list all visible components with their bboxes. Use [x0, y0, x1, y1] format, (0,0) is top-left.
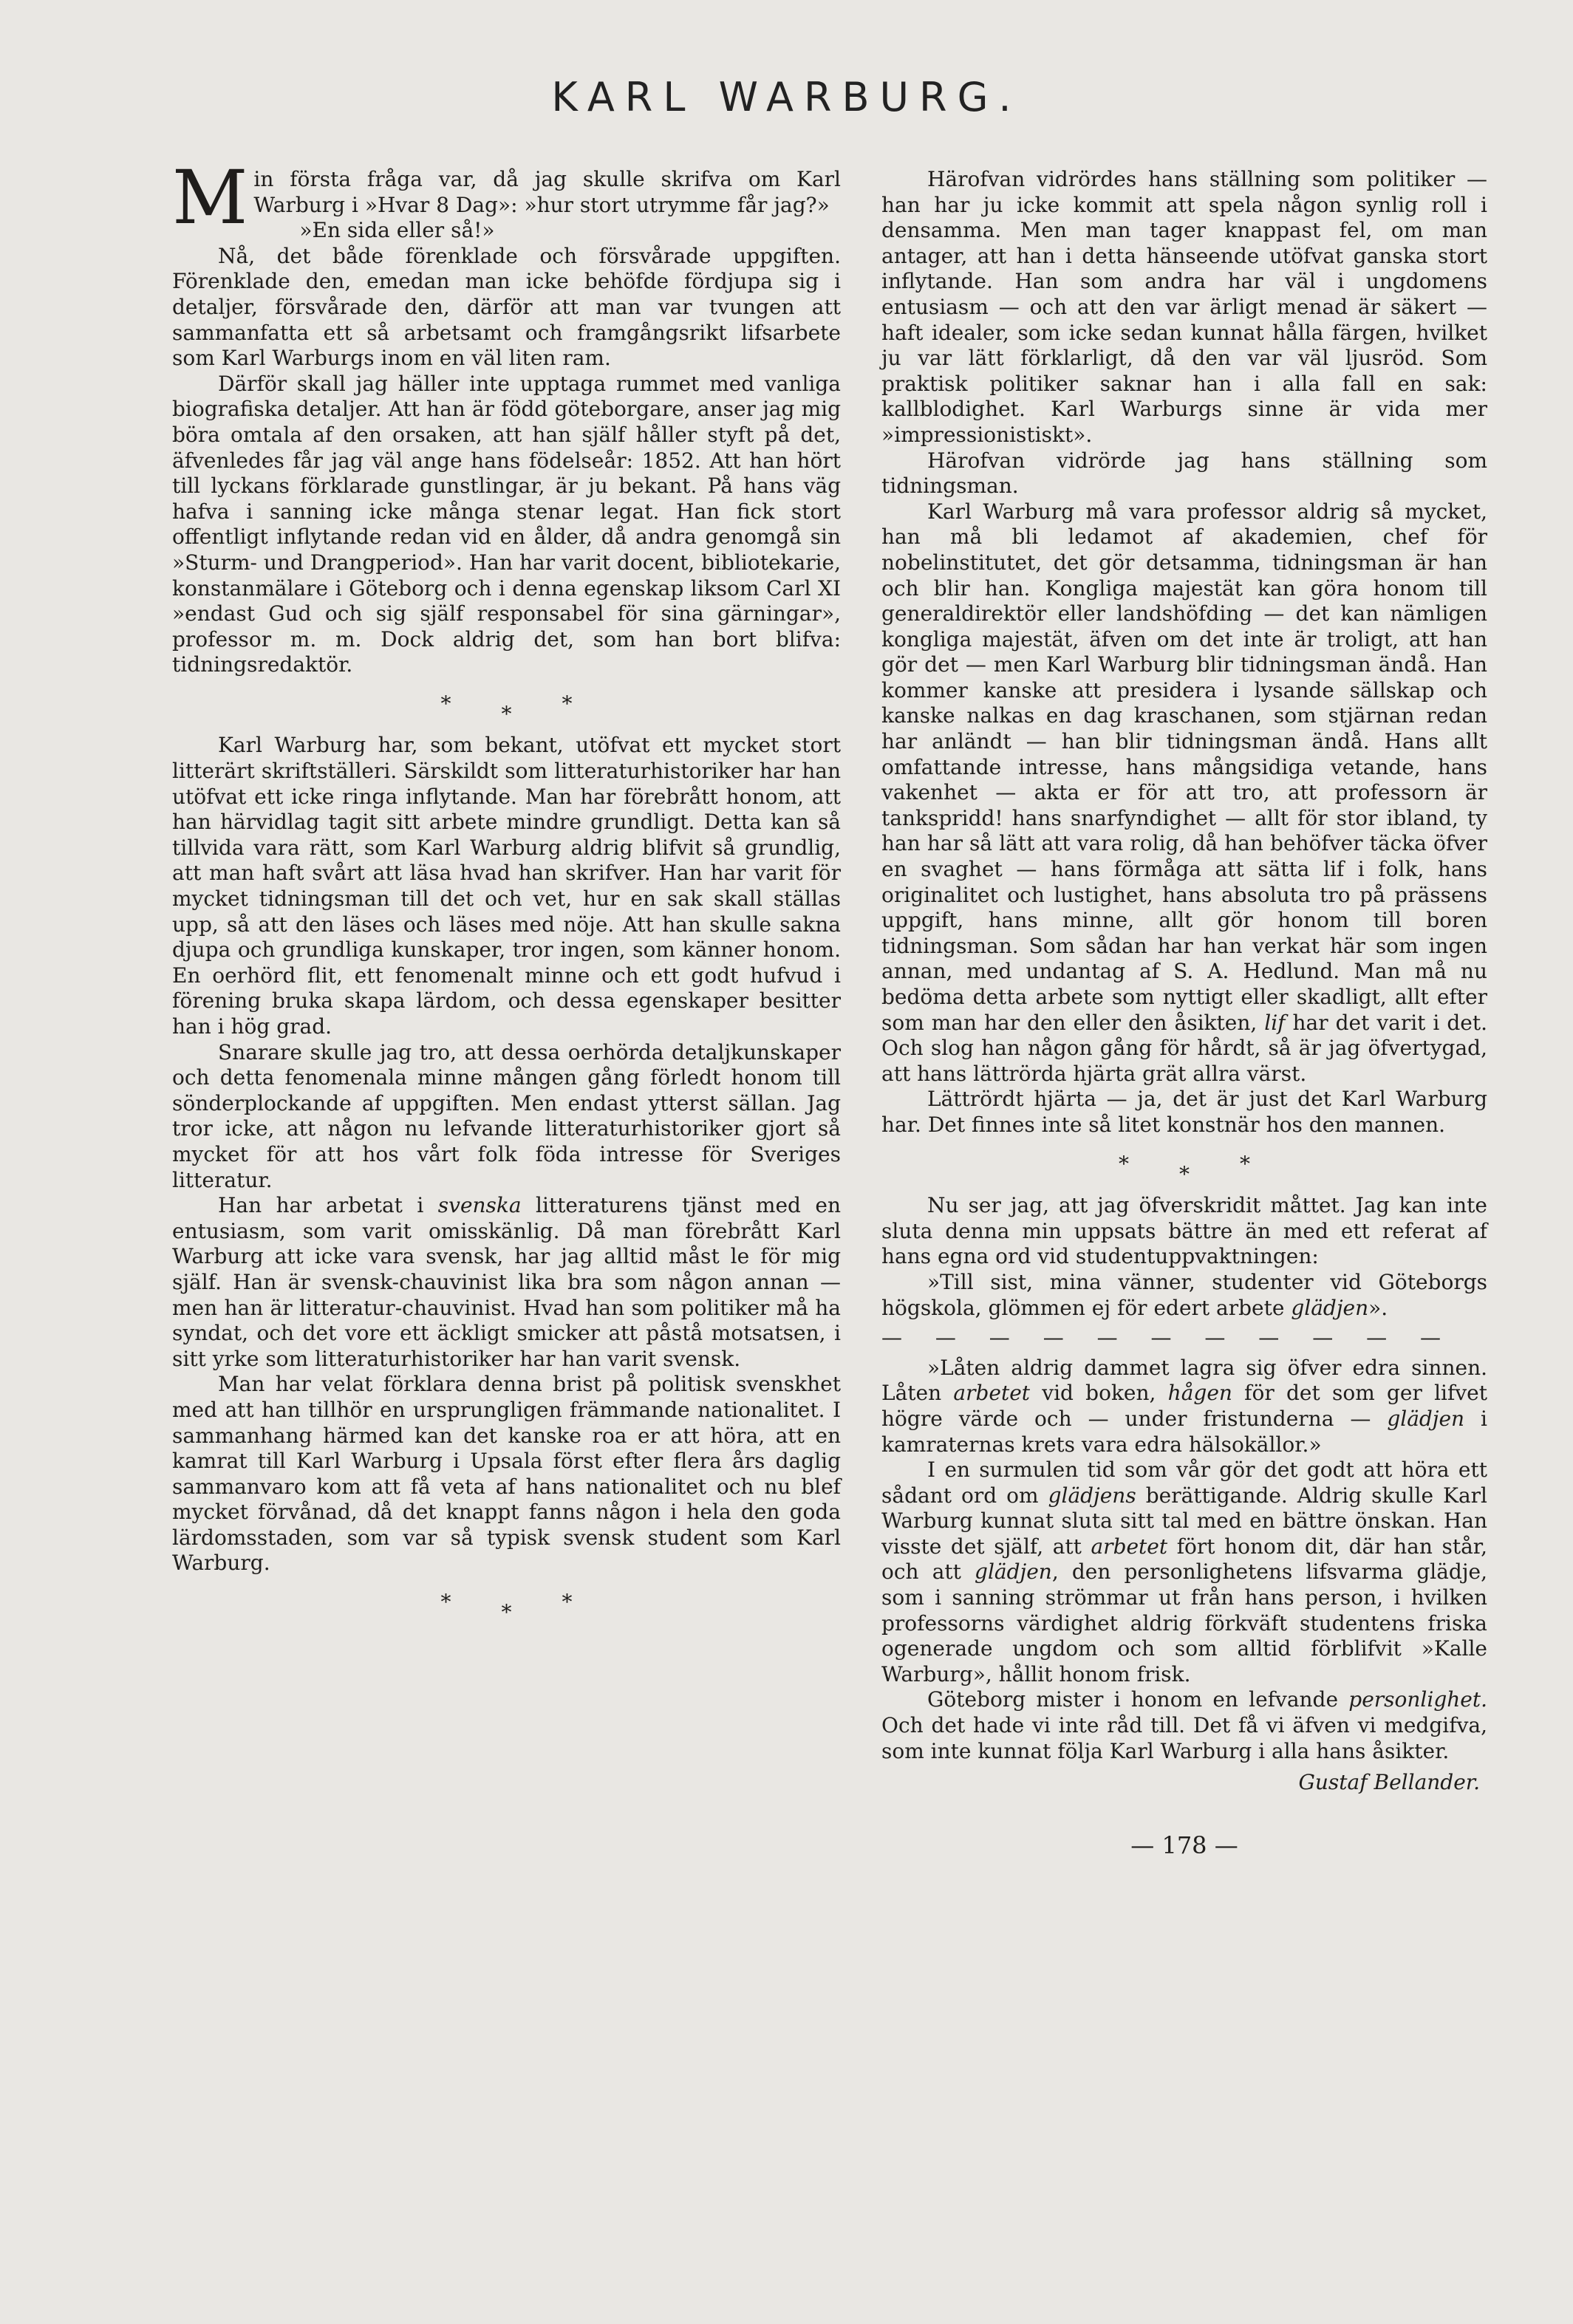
text: Göteborg mister i honom en lefvande [927, 1687, 1349, 1712]
paragraph-text: in första fråga var, då jag skulle skrifva om Karl Warburg i »Hvar 8 Dag»: »hur stort utrymme får jag?» [253, 167, 841, 217]
paragraph: Härofvan vidrördes hans ställning som politiker — han har ju icke kommit att spela någon synlig roll i densamma. Men man tager knappast fel, om man antager, att han i detta hänseende utöfvat ganska stort inflytande. Han som andra har väl i ungdomens entusiasm — och att den var ärligt menad är säkert — haft idealer, som icke sedan kunnat hålla färgen, hvilket ju var lätt förklarligt, då den var väl ljusröd. Som praktisk politiker saknar han i alla fall en sak: kallblodighet. Karl Warburgs sinne är vida mer »impressionistiskt». [881, 167, 1487, 447]
text: litteraturens tjänst med en entusiasm, som varit omisskänlig. Då man förebrått Karl Warburg att icke vara svensk, har jag alltid måst le för mig själf. Han är svensk-chauvinist lika bra som någon annan — men han är litteratur-chauvinist. Hvad han som politiker må ha syndat, och det vore ett äckligt smicker att påstå motsatsen, i sitt yrke som litteraturhistoriker har han varit svensk. [172, 1193, 841, 1371]
asterisk: * [1119, 1151, 1129, 1176]
emphasis: arbetet [1091, 1534, 1168, 1559]
asterisk: * [440, 1590, 451, 1615]
right-column [881, 167, 1487, 1858]
text: ». [1368, 1295, 1388, 1320]
asterisk: * [501, 1600, 512, 1625]
text: Och det hade vi inte råd till. Det få vi äfven vi medgifva, som inte kunnat följa Karl Warburg i alla hans åsikter. [881, 1713, 1487, 1763]
drop-cap: M [172, 154, 248, 241]
author-signature: Gustaf Bellander. [1298, 1770, 1480, 1795]
asterisk: * [1240, 1151, 1250, 1176]
left-column [172, 154, 841, 1632]
text: »Låten aldrig dammet lagra sig öfver edra sinnen. Låten [881, 1355, 1487, 1406]
paragraph: Nå, det både förenklade och försvårade uppgiften. Förenklade den, emedan man icke behöfde fördjupa sig i detaljer, försvårade den, därför att man var tvungen att sammanfatta ett så arbetsamt och framgångsrikt lifsarbete som Karl Warburgs inom en väl liten ram. [172, 243, 841, 371]
asterisk: * [440, 691, 451, 716]
paragraph [881, 1687, 1487, 1764]
emphasis: svenska [437, 1193, 522, 1218]
asterisk: * [1179, 1161, 1190, 1186]
section-break [172, 1590, 841, 1625]
asterisk: * [562, 1590, 573, 1615]
emphasis: glädjen [1291, 1295, 1369, 1320]
text: , den personlighetens lifsvarma glädje, som i sanning strömmar ut från hans person, i hvilken professorns värdighet aldrig förkväft studentens friska ogenerade ungdom och som alltid förblifvit »Kalle Warburg», hållit honom frisk. [881, 1559, 1487, 1686]
text: vid boken, [1030, 1381, 1168, 1406]
paragraph: Därför skall jag häller inte upptaga rummet med vanliga biografiska detaljer. Att han är född göteborgare, anser jag mig böra omtala af den orsaken, att han själf håller styft på det, äfvenledes får jag väl ange hans födelseår: 1852. Att han hört till lyckans förklarade gunstlingar, är ju bekant. På hans väg hafva i sanning icke många stenar legat. Han fick stort offentligt inflytande redan vid en ålder, då andra genomgå sin »Sturm- und Drangperiod». Han har varit docent, bibliotekarie, konstanmälare i Göteborg och i denna egenskap liksom Carl XI »endast Gud och sig själf responsabel för sina gärningar», professor m. m. Dock aldrig det, som han bort blifva: tidningsredaktör. [172, 371, 841, 677]
paragraph: Man har velat förklara denna brist på politisk svenskhet med att han tillhör en ursprungligen främmande nationalitet. I sammanhang härmed kan det kanske roa er att höra, att en kamrat till Karl Warburg i Upsala först efter flera års daglig sammanvaro kom att få veta af hans nationalitet och nu blef mycket förvånad, då det knappt fanns någon i hela den goda lärdomsstaden, som var så typisk svensk student som Karl Warburg. [172, 1372, 841, 1576]
paragraph: »En sida eller så!» [299, 218, 495, 243]
emphasis: hågen [1167, 1381, 1232, 1406]
paragraph: Lättrördt hjärta — ja, det är just det Karl Warburg har. Det finnes inte så litet konstnär hos den mannen. [881, 1087, 1487, 1137]
paragraph [881, 499, 1487, 1087]
text: i kamraternas krets vara edra hälsokällor.» [881, 1406, 1487, 1457]
paragraph [881, 1457, 1487, 1687]
text: för det som ger lifvet högre värde och — under fristunderna — [881, 1381, 1487, 1431]
emphasis: glädjen [1387, 1406, 1465, 1431]
paragraph: Nu ser jag, att jag öfverskridit måttet. Jag kan inte sluta denna min uppsats bättre än med ett referat af hans egna ord vid studentuppvaktningen: [881, 1193, 1487, 1269]
text: har det varit i det. Och slog han någon gång för hårdt, så är jag öfvertygad, att hans lättrörda hjärta grät allra värst. [881, 1010, 1487, 1086]
paragraph [172, 1193, 841, 1372]
text: »Till sist, mina vänner, studenter vid Göteborgs högskola, glömmen ej för edert arbete [881, 1269, 1487, 1320]
asterisk: * [501, 701, 512, 726]
section-break [881, 1151, 1487, 1186]
section-break [172, 691, 841, 726]
emphasis: glädjen [975, 1559, 1052, 1585]
dash-separator: — — — — — — — — — — — [881, 1325, 1455, 1350]
text: I en surmulen tid som vår gör det godt att höra ett sådant ord om [881, 1457, 1487, 1508]
emphasis: lif [1264, 1010, 1286, 1035]
emphasis: personlighet. [1348, 1687, 1487, 1712]
paragraph: Snarare skulle jag tro, att dessa oerhörda detaljkunskaper och detta fenomenala minne mången gång förledt honom till sönderplockande af uppgiften. Men endast ytterst sällan. Jag tror icke, att någon nu lefvande litteraturhistoriker gjort så mycket för att hos vårt folk föda intresse för Sveriges litteratur. [172, 1039, 841, 1192]
text: Han har arbetat i [218, 1193, 438, 1218]
emphasis: glädjens [1048, 1483, 1136, 1508]
paragraph: Härofvan vidrörde jag hans ställning som tidningsman. [881, 448, 1487, 499]
article-title: KARL WARBURG. [551, 74, 1022, 120]
page-number: — 178 — [1130, 1831, 1238, 1859]
text: fört honom dit, där han står, och att [881, 1534, 1487, 1585]
paragraph [881, 1270, 1487, 1321]
emphasis: arbetet [953, 1381, 1031, 1406]
paragraph: Karl Warburg har, som bekant, utöfvat ett mycket stort litterärt skriftställeri. Särskildt som litteraturhistoriker har han utöfvat ett icke ringa inflytande. Man har förebrått honom, att han härvidlag tagit sitt arbete mindre grundligt. Detta kan så tillvida vara rätt, som Karl Warburg aldrig blifvit så grundlig, att man haft svårt att läsa hvad han skrifver. Han har varit för mycket tidningsman till det och vet, hur en sak skall ställas upp, så att den läses och läses med nöje. Att han skulle sakna djupa och grundliga kunskaper, tror ingen, som känner honom. En oerhörd flit, ett fenomenalt minne och ett godt hufvud i förening bruka skapa lärdom, och dessa egenskaper besitter han i hög grad. [172, 733, 841, 1039]
asterisk: * [562, 691, 573, 716]
paragraph [881, 1356, 1487, 1457]
text: Karl Warburg må vara professor aldrig så mycket, han må bli ledamot af akademien, chef för nobelinstitutet, det gör detsamma, tidningsman är han och blir han. Kongliga majestät kan göra honom till generaldirektör eller landshöfding — det kan nämligen kongliga majestät, äfven om det inte är troligt, att han gör det — men Karl Warburg blir tidningsman ändå. Han kommer kanske att presidera i lysande sällskap och kanske nalkas en dag kraschanen, som stjärnan redan har anländt — han blir tidningsman ändå. Hans allt omfattande intresse, hans mångsidiga vetande, hans vakenhet — akta er för att tro, att professorn är tankspridd! hans snarfyndighet — allt för stor ibland, ty han har så lätt att vara rolig, då han behöfver täcka öfver en svaghet — hans förmåga att sätta lif i folk, hans originalitet och lustighet, hans absoluta tro på prässens uppgift, hans minne, allt gör honom till boren tidningsman. Som sådan har han verkat här som ingen annan, med undantag af S. A. Hedlund. Man må nu bedöma detta arbete som nyttigt eller skadligt, allt efter som man har den eller den åsikten, [881, 499, 1487, 1035]
text: berättigande. Aldrig skulle Karl Warburg kunnat sluta sitt tal med en bättre önskan. Han visste det själf, att [881, 1483, 1487, 1559]
